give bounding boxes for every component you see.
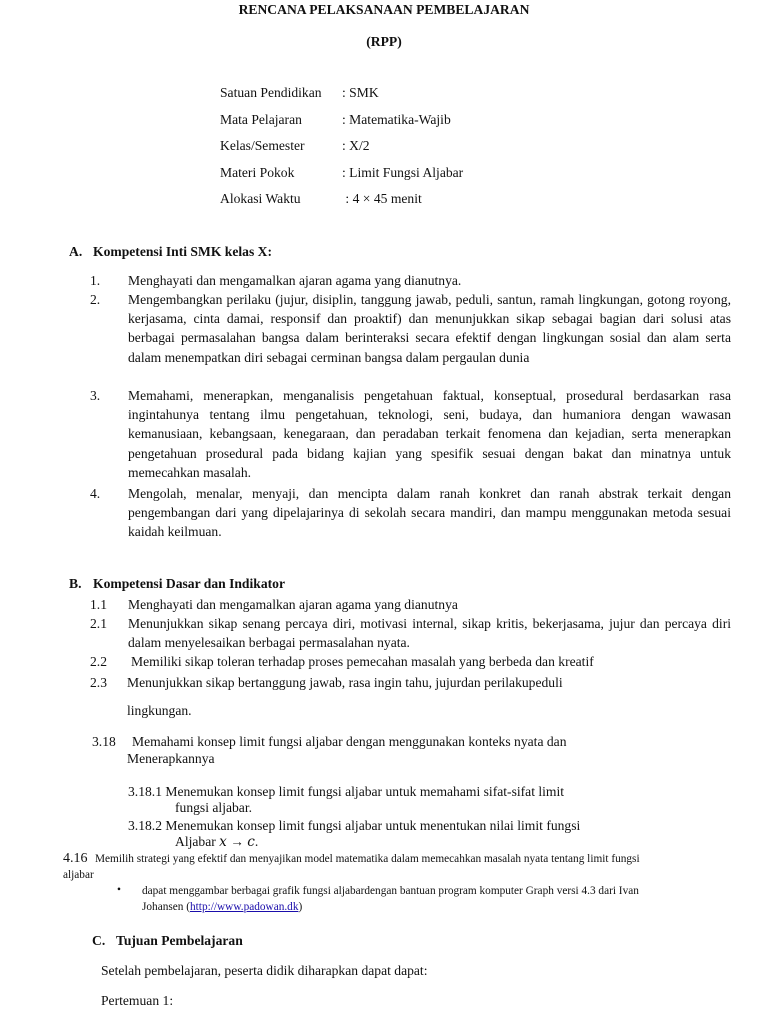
section-title: Kompetensi Dasar dan Indikator: [93, 576, 285, 591]
bullet-icon: •: [117, 884, 121, 896]
identity-label: Satuan Pendidikan: [220, 85, 322, 100]
ki-text: Mengembangkan perilaku (jujur, disiplin, tanggung jawab, peduli, santun, ramah lingkungan, gotong royong, kerjasama, cinta damai, responsif dan proaktif) dan menunjukkan sikap sebagai bagian dari solusi atas berbagai permasalahan bangsa dalam berinteraksi secara efektif dengan lingkungan sosial dan alam serta dalam menempatkan diri sebagai cerminan bangsa dalam pergaulan dunia: [128, 292, 731, 365]
identity-label: Alokasi Waktu: [220, 191, 301, 206]
indicator-text: 3.18.1 Menemukan konsep limit fungsi aljabar untuk memahami sifat-sifat limit: [128, 784, 565, 799]
objective-intro: Setelah pembelajaran, peserta didik diharapkan dapat dapat:: [101, 963, 428, 978]
ki-number: 4.: [90, 486, 101, 501]
kd-number: 2.3: [90, 675, 107, 690]
ki-number: 3.: [90, 388, 101, 403]
ki-text: Mengolah, menalar, menyaji, dan mencipta dalam ranah konkret dan ranah abstrak terkait dengan pengembangan dari yang dipelajarinya di sekolah secara mandiri, dan mampu menggunakan metoda sesuai kaidah keilmuan.: [128, 486, 731, 540]
ki-text: Menghayati dan mengamalkan ajaran agama yang dianutnya.: [128, 273, 462, 288]
kd-text: Menghayati dan mengamalkan ajaran agama yang dianutnya: [128, 597, 458, 612]
section-a-heading: [69, 244, 272, 260]
identity-label: Kelas/Semester: [220, 138, 305, 153]
kd-text-continuation: lingkungan.: [127, 703, 192, 718]
section-title: Kompetensi Inti SMK kelas X:: [93, 244, 272, 259]
kd-item: [90, 595, 731, 614]
bullet-text-continuation: [142, 898, 302, 917]
kd-text: Menunjukkan sikap bertanggung jawab, rasa ingin tahu, jujurdan perilakupeduli: [127, 675, 563, 690]
identity-value: : 4 × 45 menit: [342, 191, 422, 206]
indicator-text-continuation: fungsi aljabar.: [175, 800, 253, 815]
kd-number: 2.1: [90, 616, 107, 631]
document-subtitle: (RPP): [366, 34, 402, 49]
indicator-text: 3.18.2 Menemukan konsep limit fungsi aljabar untuk menentukan nilai limit fungsi: [128, 818, 581, 833]
kd-number: 2.2: [90, 654, 107, 669]
identity-value: : X/2: [342, 138, 370, 153]
identity-value: : Matematika-Wajib: [342, 112, 451, 127]
identity-row: [220, 165, 463, 181]
identity-value: : Limit Fungsi Aljabar: [342, 165, 464, 180]
section-c-heading: [92, 933, 243, 949]
padowan-link[interactable]: http://www.padowan.dk: [190, 901, 299, 913]
bullet-text-post: ): [298, 901, 303, 913]
bullet-text: dapat menggambar berbagai grafik fungsi aljabardengan bantuan program komputer Graph versi 4.3 dari Ivan: [142, 885, 639, 897]
ki-item: [90, 386, 731, 482]
section-title: Tujuan Pembelajaran: [116, 933, 243, 948]
meeting-label: Pertemuan 1:: [101, 993, 174, 1008]
kd-item: [90, 673, 731, 692]
kd-item: [90, 614, 731, 652]
kd-text: Memiliki sikap toleran terhadap proses pemecahan masalah yang berbeda dan kreatif: [131, 654, 594, 669]
ki-item: [90, 484, 731, 542]
kd-number: 3.18: [92, 734, 116, 749]
section-letter: A.: [69, 244, 83, 259]
ki-item: [90, 271, 731, 290]
ki-item: [90, 290, 731, 367]
bullet-text-pre: Johansen (: [142, 901, 191, 913]
ki-number: 1.: [90, 273, 101, 288]
section-letter: B.: [69, 576, 82, 591]
section-letter: C.: [92, 933, 106, 948]
kd-text-continuation: aljabar: [63, 869, 94, 881]
kd-number: 1.1: [90, 597, 107, 612]
section-b-heading: [69, 576, 285, 592]
identity-label: Materi Pokok: [220, 165, 295, 180]
kd-item: [90, 652, 731, 671]
kd-text: Memilih strategi yang efektif dan menyajikan model matematika dalam memecahkan masalah nyata tentang limit fungsi: [95, 853, 640, 865]
kd-text-continuation: Menerapkannya: [127, 751, 215, 766]
identity-value: : SMK: [342, 85, 379, 100]
identity-row: [220, 85, 379, 101]
identity-row: [220, 138, 370, 154]
identity-row: [220, 112, 451, 128]
kd-number: 4.16: [63, 851, 88, 866]
ki-number: 2.: [90, 292, 101, 307]
kd-text: Menunjukkan sikap senang percaya diri, motivasi internal, sikap kritis, bekerjasama, jujur dan percaya diri dalam menyelesaikan berbagai permasalahan nyata.: [128, 616, 731, 651]
kd-text: Memahami konsep limit fungsi aljabar dengan menggunakan konteks nyata dan: [132, 734, 567, 749]
indicator-text-continuation: Aljabar 𝑥 → 𝑐.: [175, 834, 259, 849]
identity-row: [220, 191, 422, 207]
document-title: RENCANA PELAKSANAAN PEMBELAJARAN: [238, 2, 530, 17]
ki-text: Memahami, menerapkan, menganalisis pengetahuan faktual, konseptual, prosedural berdasarkan rasa ingintahunya tentang ilmu pengetahuan, teknologi, seni, budaya, dan humaniora dengan wawasan kemanusiaan, kebangsaan, kenegaraan, dan peradaban terkait fenomena dan kejadian, serta menerapkan pengetahuan prosedural pada bidang kajian yang spesifik sesuai dengan bakat dan minatnya untuk memecahkan masalah.: [128, 388, 731, 480]
identity-label: Mata Pelajaran: [220, 112, 302, 127]
